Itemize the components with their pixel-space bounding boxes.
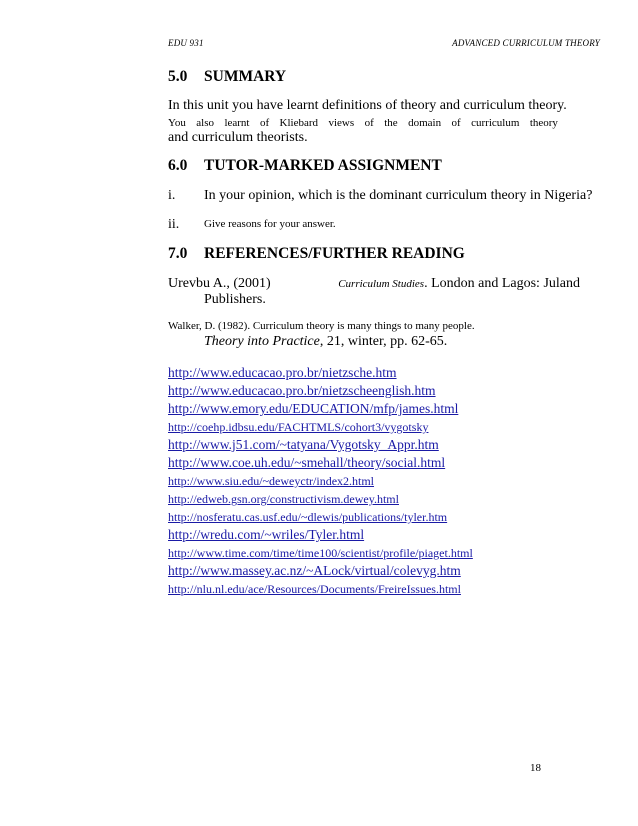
link-list xyxy=(168,364,608,598)
summary-line-3: and curriculum theorists. xyxy=(168,130,308,145)
running-header xyxy=(168,38,600,52)
reference-entry xyxy=(168,276,600,308)
summary-word: views xyxy=(328,117,355,129)
reference-link[interactable]: http://edweb.gsn.org/constructivism.dewey.html xyxy=(168,492,399,506)
assignment-item-text: Give reasons for your answer. xyxy=(204,218,336,230)
reference-link[interactable]: http://www.emory.edu/EDUCATION/mfp/james.html xyxy=(168,401,459,416)
summary-word: theory xyxy=(529,117,558,129)
reference-work: Theory into Practice xyxy=(204,334,320,349)
reference-link[interactable]: http://www.massey.ac.nz/~ALock/virtual/colevyg.htm xyxy=(168,563,461,578)
assignment-item-text: In your opinion, which is the dominant curriculum theory in Nigeria? xyxy=(204,188,593,203)
references-heading xyxy=(168,245,465,263)
reference-link[interactable]: http://www.educacao.pro.br/nietzscheenglish.htm xyxy=(168,383,436,398)
reference-continuation: Publishers. xyxy=(204,292,266,307)
reference-link[interactable]: http://www.educacao.pro.br/nietzsche.htm xyxy=(168,365,397,380)
summary-word: the xyxy=(384,117,398,129)
course-title: ADVANCED CURRICULUM THEORY xyxy=(452,38,600,48)
reference-link[interactable]: http://www.time.com/time/time100/scientist/profile/piaget.html xyxy=(168,546,473,560)
summary-word: Kliebard xyxy=(279,117,319,129)
reference-link[interactable]: http://wredu.com/~wriles/Tyler.html xyxy=(168,527,365,542)
reference-publisher: . London and Lagos: Juland xyxy=(424,276,580,291)
summary-title: SUMMARY xyxy=(204,68,287,85)
references-number: 7.0 xyxy=(168,245,188,262)
assignment-item-1 xyxy=(168,188,600,220)
course-code: EDU 931 xyxy=(168,38,204,48)
summary-word: domain xyxy=(408,117,442,129)
reference-link[interactable]: http://nosferatu.cas.usf.edu/~dlewis/publications/tyler.htm xyxy=(168,510,448,524)
summary-word: You xyxy=(168,117,186,129)
assignment-item-marker: i. xyxy=(168,188,176,203)
assignment-item-2 xyxy=(168,217,600,233)
reference-author: Urevbu A., (2001) xyxy=(168,276,271,291)
reference-continuation: , 21, winter, pp. 62-65. xyxy=(319,334,448,349)
reference-work: Curriculum Studies xyxy=(338,278,425,290)
assignment-title: TUTOR-MARKED ASSIGNMENT xyxy=(204,157,442,174)
page-number: 18 xyxy=(530,762,541,774)
summary-heading xyxy=(168,68,286,86)
summary-line-1: In this unit you have learnt definitions of theory and curriculum theory. xyxy=(168,98,567,113)
summary-word: of xyxy=(259,117,270,129)
reference-link[interactable]: http://www.j51.com/~tatyana/Vygotsky_Appr.htm xyxy=(168,437,439,452)
summary-word: learnt xyxy=(224,117,250,129)
summary-word: of xyxy=(451,117,461,129)
summary-word: curriculum xyxy=(471,117,520,129)
summary-number: 5.0 xyxy=(168,68,188,85)
summary-word: of xyxy=(364,117,374,129)
assignment-heading xyxy=(168,157,442,175)
references-title: REFERENCES/FURTHER READING xyxy=(204,245,465,262)
reference-entry xyxy=(168,320,600,350)
summary-word: also xyxy=(196,117,215,129)
reference-link[interactable]: http://coehp.idbsu.edu/FACHTMLS/cohort3/vygotsky xyxy=(168,420,429,434)
assignment-number: 6.0 xyxy=(168,157,188,174)
reference-author: Walker, D. (1982). Curriculum theory is many things to many people. xyxy=(168,320,475,332)
summary-line-2 xyxy=(168,117,558,129)
reference-link[interactable]: http://www.coe.uh.edu/~smehall/theory/social.html xyxy=(168,455,446,470)
assignment-item-marker: ii. xyxy=(168,217,180,232)
reference-link[interactable]: http://www.siu.edu/~deweyctr/index2.html xyxy=(168,474,375,488)
reference-link[interactable]: http://nlu.nl.edu/ace/Resources/Documents/FreireIssues.html xyxy=(168,582,461,596)
